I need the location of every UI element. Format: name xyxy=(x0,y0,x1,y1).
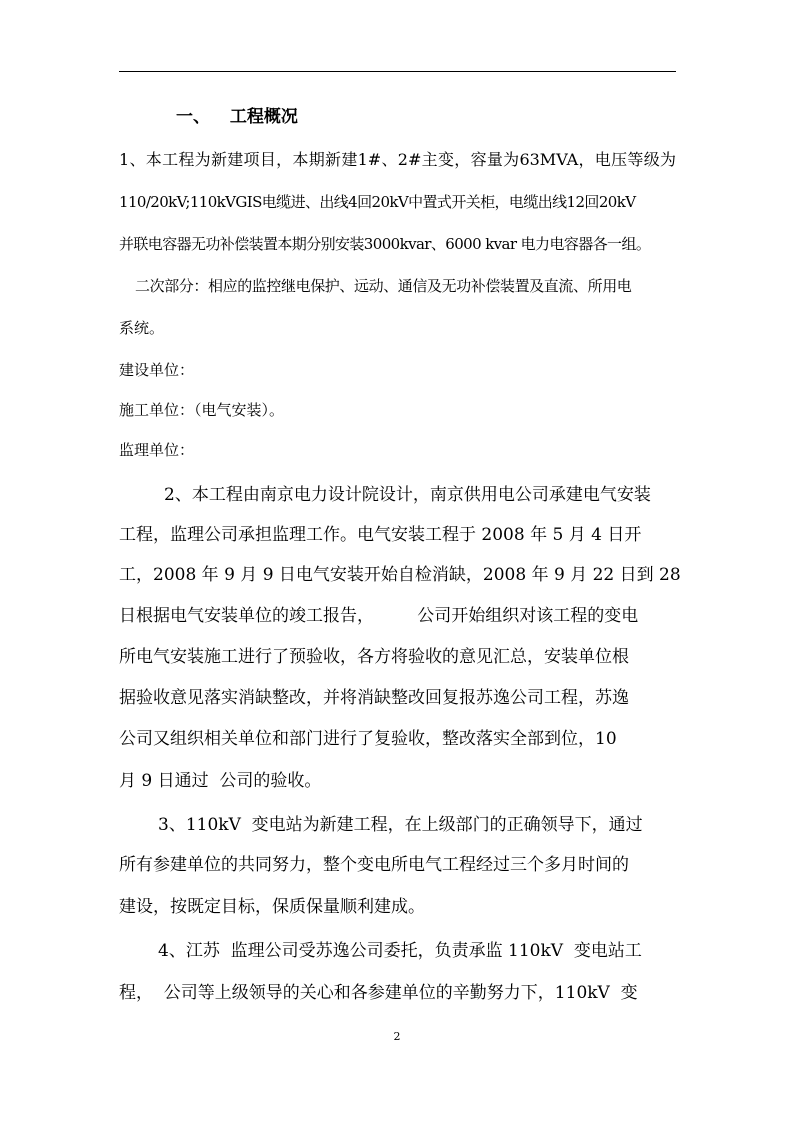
heading-number: 一、 xyxy=(176,107,210,127)
para-2-line-6: 据验收意见落实消缺整改，并将消缺整改回复报苏逸公司工程，苏逸 xyxy=(119,688,629,708)
section-heading xyxy=(176,107,298,127)
para-2-line-1: 2、本工程由南京电力设计院设计，南京供用电公司承建电气安装 xyxy=(164,485,651,505)
para-1-line-3: 并联电容器无功补偿装置本期分别安装3000kvar、6000 kvar 电力电容器各一组。 xyxy=(119,235,651,253)
para-3-line-2: 所有参建单位的共同努力，整个变电所电气工程经过三个多月时间的 xyxy=(119,855,629,875)
para-2-line-2: 工程，监理公司承担监理工作。电气安装工程于 2008 年 5 月 4 日开 xyxy=(119,525,642,545)
para-1-line-2: 110/20kV;110kVGIS电缆进、出线4回20kV中置式开关柜，电缆出线12回20kV xyxy=(119,193,636,211)
para-secondary-line-2: 系统。 xyxy=(119,319,165,337)
header-rule xyxy=(119,71,676,72)
para-2-line-7: 公司又组织相关单位和部门进行了复验收，整改落实全部到位，10 xyxy=(119,729,617,749)
supervisor-unit-label: 监理单位： xyxy=(119,441,195,459)
para-3-line-3: 建设，按既定目标，保质保量顺利建成。 xyxy=(119,897,425,917)
para-3-line-1: 3、110kV 变电站为新建工程，在上级部门的正确领导下，通过 xyxy=(158,815,643,835)
para-2-line-3: 工，2008 年 9 月 9 日电气安装开始自检消缺，2008 年 9 月 22 日到 28 xyxy=(119,565,681,585)
para-secondary-line-1: 二次部分：相应的监控继电保护、远动、通信及无功补偿装置及直流、所用电 xyxy=(135,277,632,295)
para-4-line-1: 4、江苏 监理公司受苏逸公司委托，负责承监 110kV 变电站工 xyxy=(158,941,642,961)
heading-title: 工程概况 xyxy=(229,107,298,127)
para-1-line-1: 1、本工程为新建项目，本期新建1#、2#主变，容量为63MVA，电压等级为 xyxy=(119,150,676,169)
page-number: 2 xyxy=(393,1030,401,1043)
contractor-unit-label: 施工单位：（电气安装）。 xyxy=(119,401,285,419)
para-4-line-2: 程， 公司等上级领导的关心和各参建单位的辛勤努力下，110kV 变 xyxy=(119,983,638,1003)
para-2-line-5: 所电气安装施工进行了预验收，各方将验收的意见汇总，安装单位根 xyxy=(119,647,629,667)
para-2-line-4: 日根据电气安装单位的竣工报告， 公司开始组织对该工程的变电 xyxy=(119,606,639,626)
construction-unit-label: 建设单位： xyxy=(119,361,195,379)
para-2-line-8: 月 9 日通过 公司的验收。 xyxy=(119,771,322,791)
